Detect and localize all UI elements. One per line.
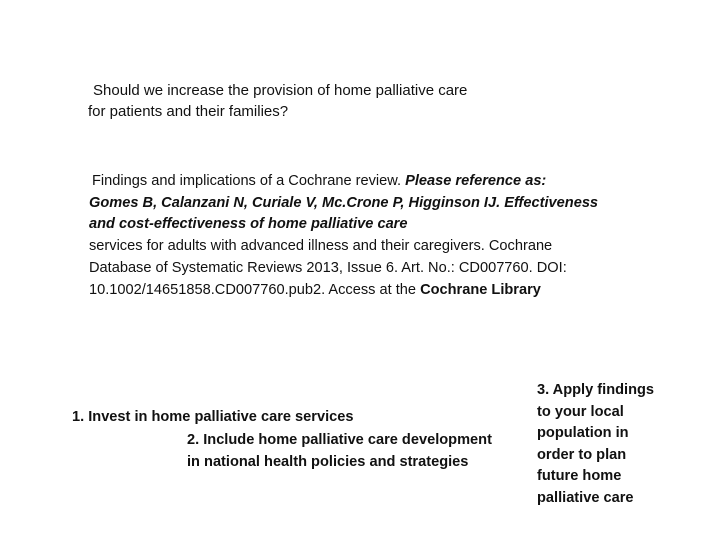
reference-authors: Gomes B, Calanzani N, Curiale V, Mc.Crone P, Higginson IJ. Effectiveness: [89, 194, 599, 211]
recommendation-3-line: population in: [537, 425, 629, 441]
reference-line-1: [89, 171, 649, 193]
recommendation-3-line: order to plan: [537, 446, 627, 463]
reference-label: Please reference as:: [405, 173, 547, 189]
recommendation-3-line: future home: [537, 468, 622, 484]
recommendation-3-line: palliative care: [537, 489, 634, 506]
page-title: [88, 80, 548, 122]
recommendation-2: [187, 430, 492, 473]
reference-title: and cost-effectiveness of home palliative care: [89, 216, 408, 233]
reference-lead: Findings and implications of a Cochrane review.: [92, 173, 406, 189]
recommendation-3: [537, 380, 667, 509]
recommendation-2-line-1: 2. Include home palliative care development: [187, 432, 492, 448]
reference-line-5: Database of Systematic Reviews 2013, Issue 6. Art. No.: CD007760. DOI:: [89, 259, 567, 276]
title-line-2: for patients and their families?: [88, 103, 289, 120]
recommendation-3-line: 3. Apply findings: [537, 382, 655, 398]
reference-line-3: [89, 214, 649, 236]
reference-doi: 10.1002/14651858.CD007760.pub2. Access at the: [89, 281, 421, 298]
reference-block: [89, 171, 649, 301]
reference-line-2: [89, 193, 649, 215]
recommendation-1: 1. Invest in home palliative care services: [72, 409, 354, 425]
recommendation-2-line-2: in national health policies and strategies: [187, 453, 469, 470]
reference-line-6: [89, 280, 649, 302]
title-line-1: Should we increase the provision of home palliative care: [93, 82, 468, 99]
cochrane-library-link[interactable]: Cochrane Library: [420, 281, 541, 298]
reference-line-4: services for adults with advanced illness and their caregivers. Cochrane: [89, 238, 553, 255]
recommendation-3-line: to your local: [537, 403, 624, 420]
